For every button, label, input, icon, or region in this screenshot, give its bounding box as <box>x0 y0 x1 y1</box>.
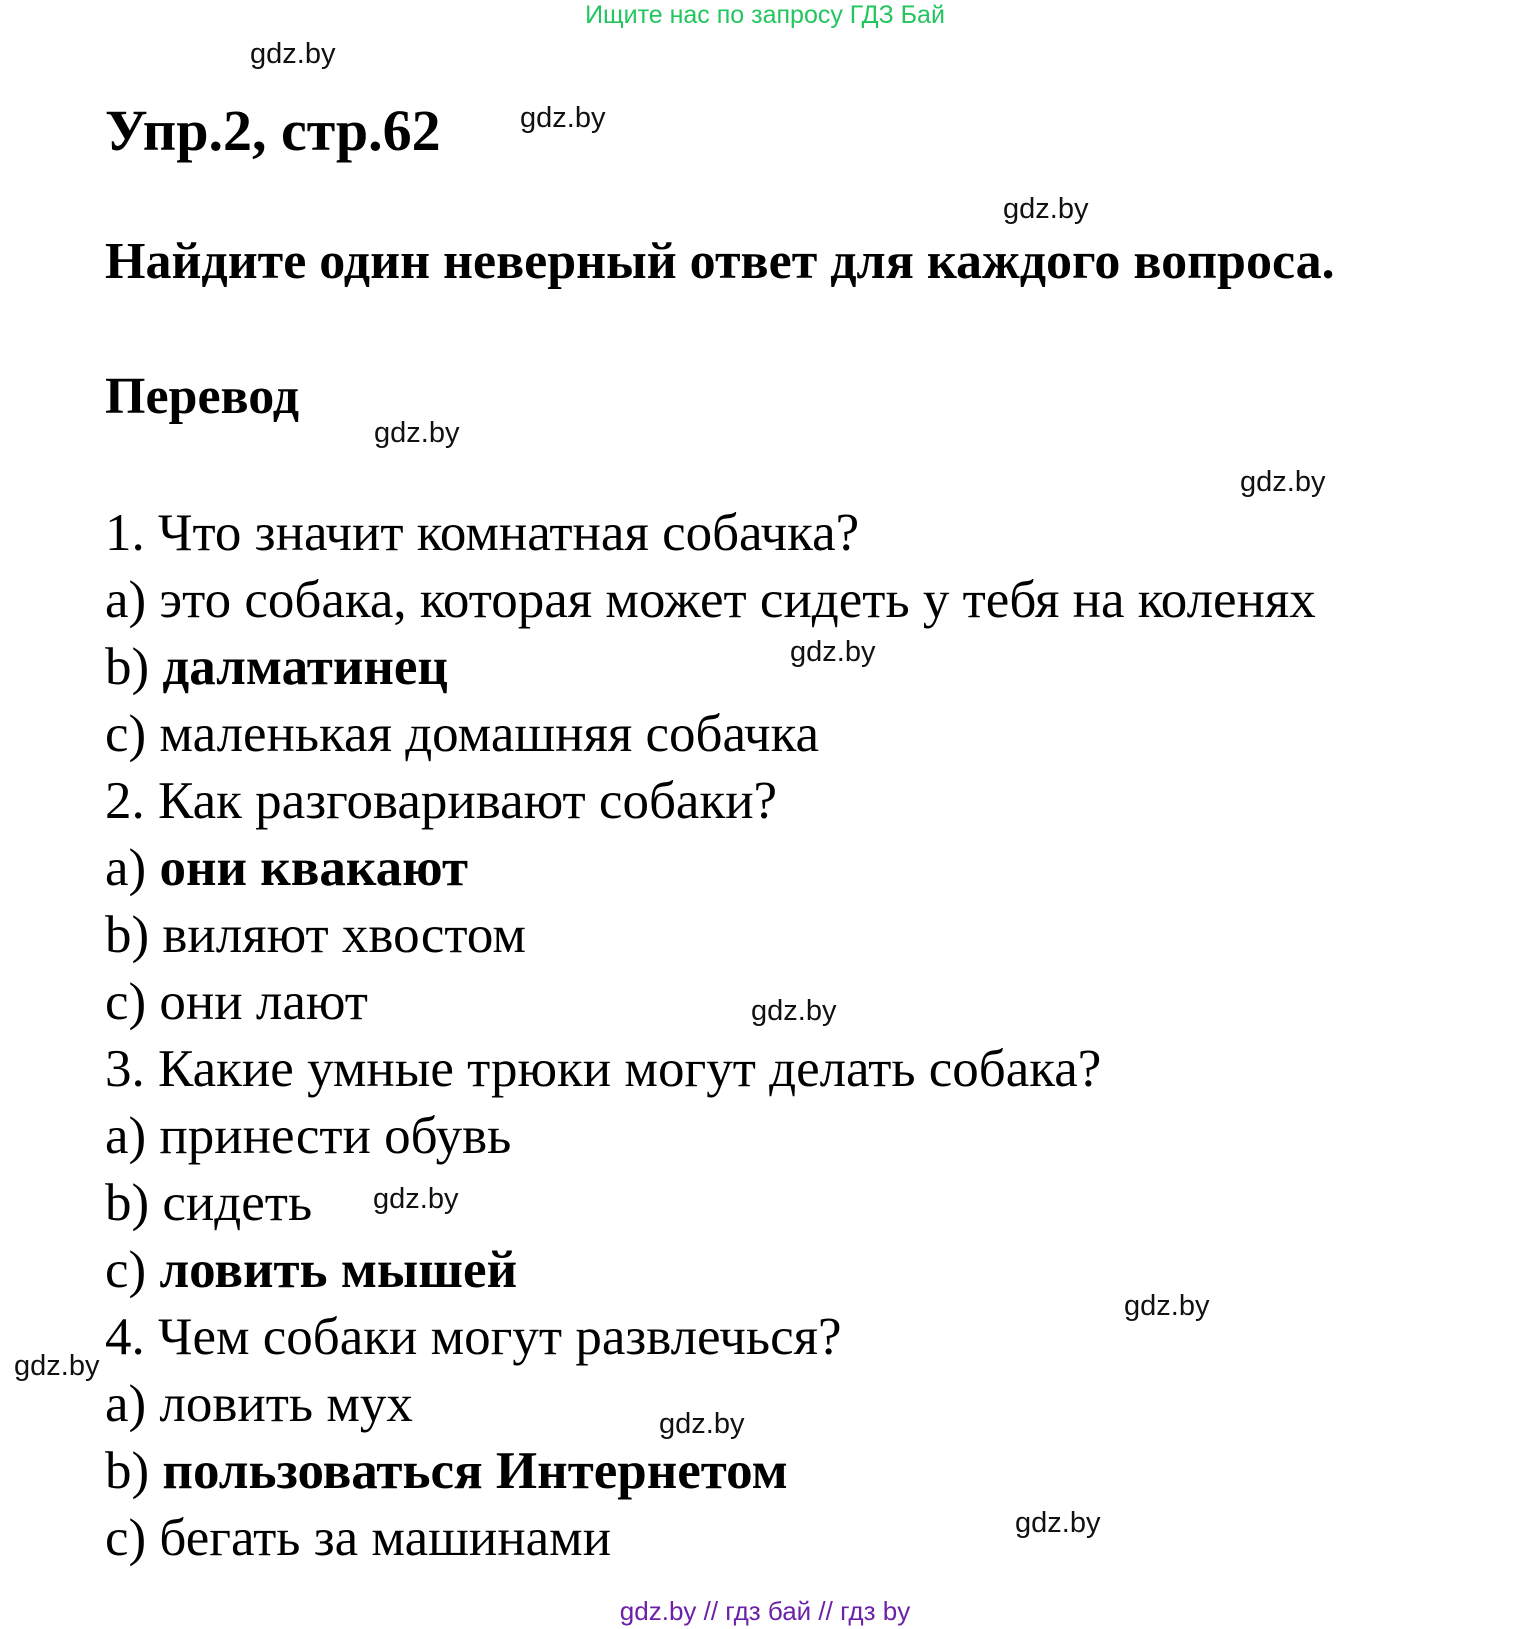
watermark: gdz.by <box>1240 466 1326 498</box>
task-instruction: Найдите один неверный ответ для каждого вопроса. <box>105 233 1335 290</box>
answer-line: c) бегать за машинами <box>105 1509 612 1567</box>
answer-line: b) пользоваться Интернетом <box>105 1442 788 1500</box>
answer-line: a) ловить мух <box>105 1375 413 1433</box>
answer-line: c) маленькая домашняя собачка <box>105 705 820 763</box>
watermark: gdz.by <box>373 1183 459 1215</box>
watermark: gdz.by <box>250 38 336 70</box>
watermark: gdz.by <box>14 1350 100 1382</box>
translation-heading: Перевод <box>105 368 300 425</box>
question-line: 1. Что значит комнатная собачка? <box>105 504 860 562</box>
question-line: 4. Чем собаки могут развлечься? <box>105 1308 842 1366</box>
answer-line: b) сидеть <box>105 1174 313 1232</box>
answer-line: c) ловить мышей <box>105 1241 518 1299</box>
watermark: gdz.by <box>1124 1290 1210 1322</box>
exercise-title: Упр.2, стр.62 <box>105 98 441 163</box>
footer-links: gdz.by // гдз бай // гдз by <box>619 1596 911 1626</box>
watermark: gdz.by <box>374 417 460 449</box>
watermark: gdz.by <box>1003 193 1089 225</box>
answer-line: b) виляют хвостом <box>105 906 526 964</box>
watermark: gdz.by <box>751 995 837 1027</box>
watermark: gdz.by <box>790 636 876 668</box>
watermark: gdz.by <box>1015 1507 1101 1539</box>
answer-line: a) это собака, которая может сидеть у тебя на коленях <box>105 571 1316 629</box>
question-line: 3. Какие умные трюки могут делать собака? <box>105 1040 1102 1098</box>
answer-line: a) принести обувь <box>105 1107 512 1165</box>
watermark: gdz.by <box>659 1408 745 1440</box>
answer-line: a) они квакают <box>105 839 468 897</box>
question-line: 2. Как разговаривают собаки? <box>105 772 778 830</box>
answer-line: b) далматинец <box>105 638 448 696</box>
watermark: gdz.by <box>520 102 606 134</box>
answer-line: c) они лают <box>105 973 368 1031</box>
search-banner: Ищите нас по запросу ГДЗ Бай <box>585 1 945 29</box>
